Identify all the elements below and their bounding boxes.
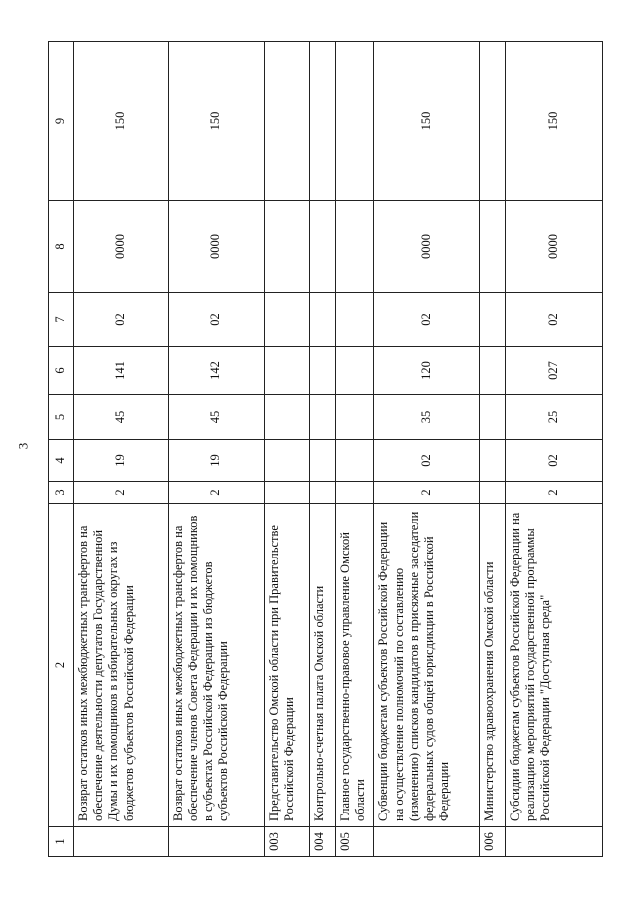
cell-c5: 25 [505, 395, 602, 440]
row-name: Министерство здравоохранения Омской области [480, 504, 506, 827]
row-code [73, 827, 168, 857]
cell-c3: 2 [374, 482, 480, 504]
table-row [168, 42, 264, 857]
row-code: 003 [264, 827, 309, 857]
row-name: Субсидии бюджетам субъектов Российской Федерации на реализацию мероприятий государственной программы Российской Федерации "Доступная среда" [505, 504, 602, 827]
cell-c8: 0000 [73, 201, 168, 293]
cell-c7: 02 [73, 293, 168, 347]
cell-c9: 150 [374, 42, 480, 201]
col-header-3: 3 [49, 482, 74, 504]
row-name: Главное государственно-правовое управление Омской области [335, 504, 374, 827]
table-row [73, 42, 168, 857]
page-number: 3 [15, 442, 31, 450]
table-row [480, 42, 506, 857]
cell-c9: 150 [505, 42, 602, 201]
col-header-9: 9 [49, 42, 74, 201]
cell-c6 [480, 347, 506, 395]
cell-c8 [264, 201, 309, 293]
cell-c8 [309, 201, 335, 293]
col-header-2: 2 [49, 504, 74, 827]
row-name: Возврат остатков иных межбюджетных трансфертов на обеспечение деятельности депутатов Государственной Думы и их помощников в избирательных округах из бюджетов субъектов Российской Федерации [73, 504, 168, 827]
cell-c9: 150 [73, 42, 168, 201]
cell-c9 [264, 42, 309, 201]
cell-c8 [335, 201, 374, 293]
cell-c5 [335, 395, 374, 440]
row-code [505, 827, 602, 857]
cell-c9: 150 [168, 42, 264, 201]
header-row [49, 42, 74, 857]
row-name: Контрольно-счетная палата Омской области [309, 504, 335, 827]
cell-c8 [480, 201, 506, 293]
row-name: Субвенции бюджетам субъектов Российской Федерации на осуществление полномочий по составлению (изменению) списков кандидатов в присяжные заседатели федеральных судов общей юрисдикции в Российской Федерации [374, 504, 480, 827]
cell-c4: 02 [374, 440, 480, 482]
table-row [309, 42, 335, 857]
cell-c7 [480, 293, 506, 347]
col-header-1: 1 [49, 827, 74, 857]
cell-c9 [480, 42, 506, 201]
cell-c6 [264, 347, 309, 395]
cell-c4 [264, 440, 309, 482]
cell-c5 [480, 395, 506, 440]
cell-c9 [309, 42, 335, 201]
col-header-5: 5 [49, 395, 74, 440]
table-row [335, 42, 374, 857]
table-row [374, 42, 480, 857]
row-code [374, 827, 480, 857]
row-name: Представительство Омской области при Правительстве Российской Федерации [264, 504, 309, 827]
cell-c5: 35 [374, 395, 480, 440]
cell-c5 [264, 395, 309, 440]
cell-c6: 141 [73, 347, 168, 395]
cell-c3 [309, 482, 335, 504]
cell-c4: 02 [505, 440, 602, 482]
cell-c3: 2 [168, 482, 264, 504]
col-header-8: 8 [49, 201, 74, 293]
col-header-7: 7 [49, 293, 74, 347]
cell-c4 [335, 440, 374, 482]
col-header-4: 4 [49, 440, 74, 482]
cell-c6: 120 [374, 347, 480, 395]
cell-c7 [309, 293, 335, 347]
budget-classification-table [48, 41, 603, 857]
cell-c6 [335, 347, 374, 395]
cell-c8: 0000 [505, 201, 602, 293]
row-code: 004 [309, 827, 335, 857]
cell-c7 [335, 293, 374, 347]
cell-c4: 19 [168, 440, 264, 482]
col-header-6: 6 [49, 347, 74, 395]
row-code: 005 [335, 827, 374, 857]
row-code [168, 827, 264, 857]
cell-c7: 02 [505, 293, 602, 347]
cell-c3: 2 [73, 482, 168, 504]
cell-c4 [480, 440, 506, 482]
cell-c7: 02 [374, 293, 480, 347]
cell-c8: 0000 [374, 201, 480, 293]
table-row [264, 42, 309, 857]
cell-c6: 027 [505, 347, 602, 395]
cell-c4: 19 [73, 440, 168, 482]
table-row [505, 42, 602, 857]
cell-c4 [309, 440, 335, 482]
cell-c3 [480, 482, 506, 504]
cell-c3 [264, 482, 309, 504]
cell-c6: 142 [168, 347, 264, 395]
rotated-table-container [48, 42, 603, 857]
cell-c3: 2 [505, 482, 602, 504]
cell-c9 [335, 42, 374, 201]
cell-c7 [264, 293, 309, 347]
row-name: Возврат остатков иных межбюджетных трансфертов на обеспечение членов Совета Федерации и их помощников в субъектах Российской Федерации из бюджетов субъектов Российской Федерации [168, 504, 264, 827]
cell-c5 [309, 395, 335, 440]
cell-c5: 45 [168, 395, 264, 440]
row-code: 006 [480, 827, 506, 857]
cell-c6 [309, 347, 335, 395]
cell-c3 [335, 482, 374, 504]
cell-c5: 45 [73, 395, 168, 440]
cell-c7: 02 [168, 293, 264, 347]
cell-c8: 0000 [168, 201, 264, 293]
